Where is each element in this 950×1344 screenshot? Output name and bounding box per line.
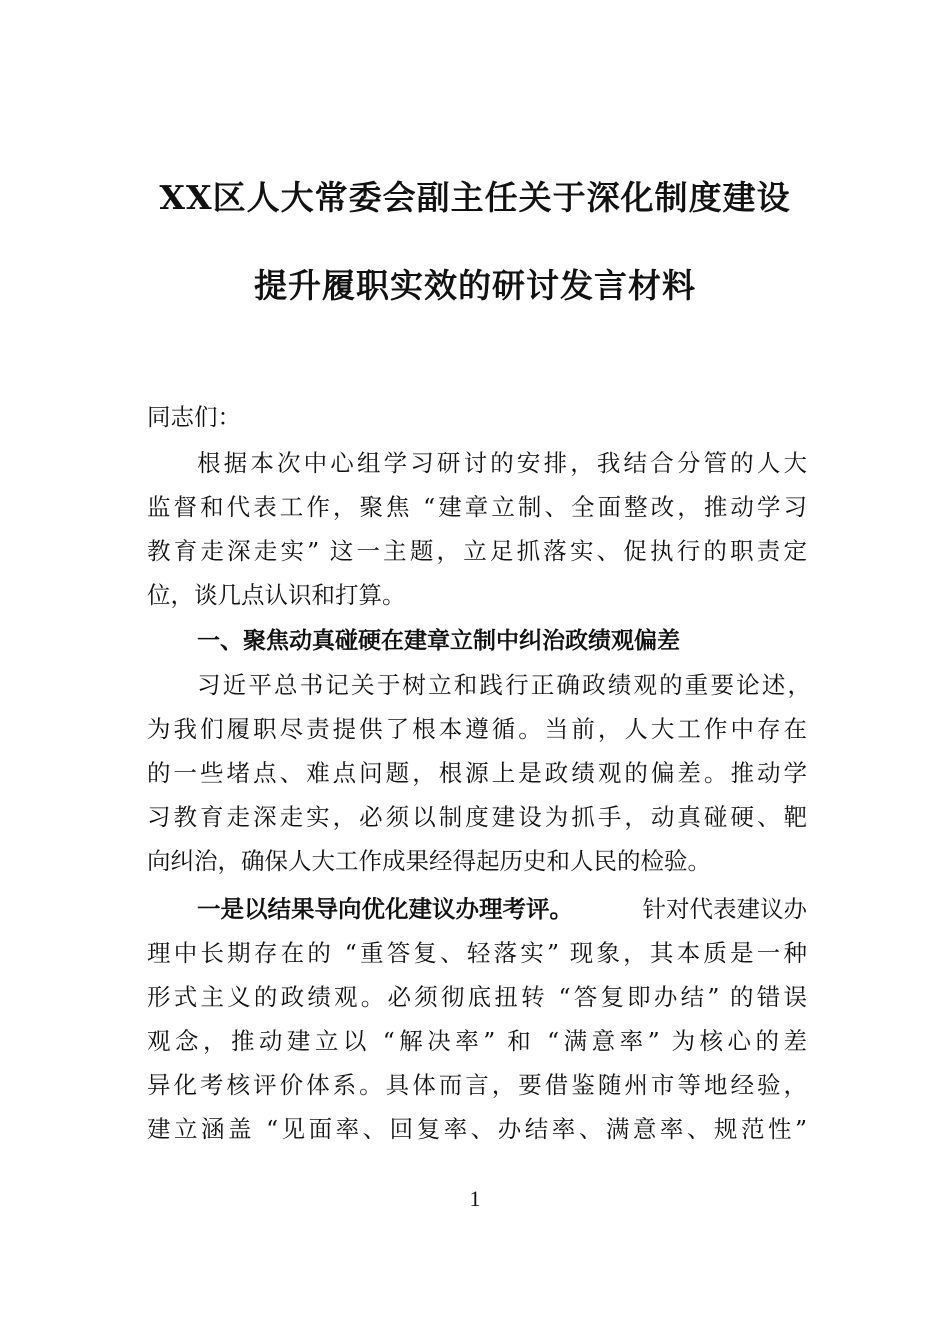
intro-line: 监督和代表工作，聚焦 “建章立制、全面整改，推动学习 [147, 493, 807, 521]
document-title-line-1: XX区人大常委会副主任关于深化制度建设 [159, 178, 791, 217]
point-one-lead: 一是以结果导向优化建议办理考评。 [197, 895, 573, 923]
intro-line: 位，谈几点认识和打算。 [147, 581, 406, 609]
point-paragraph-line: 理中长期存在的 “重答复、轻落实” 现象，其本质是一种 [147, 939, 807, 967]
intro-line: 根据本次中心组学习研讨的安排，我结合分管的人大 [197, 449, 807, 477]
intro-line: 教育走深走实” 这一主题，立足抓落实、促执行的职责定 [147, 537, 807, 565]
point-paragraph-line: 建立涵盖 “见面率、回复率、办结率、满意率、规范性” [147, 1115, 807, 1143]
document-title-line-2: 提升履职实效的研讨发言材料 [254, 266, 696, 305]
section-paragraph-line: 向纠治，确保人大工作成果经得起历史和人民的检验。 [147, 847, 711, 875]
point-paragraph-line: 异化考核评价体系。具体而言，要借鉴随州市等地经验， [147, 1071, 807, 1099]
section-heading: 一、聚焦动真碰硬在建章立制中纠治政绩观偏差 [197, 628, 680, 654]
salutation: 同志们： [147, 403, 241, 431]
section-paragraph-line: 习近平总书记关于树立和践行正确政绩观的重要论述， [197, 671, 811, 699]
point-one-first-line [197, 892, 807, 926]
point-paragraph-line: 观念，推动建立以 “解决率” 和 “满意率” 为核心的差 [147, 1027, 807, 1055]
section-paragraph-line: 为我们履职尽责提供了根本遵循。当前，人大工作中存在 [147, 715, 807, 743]
section-paragraph-line: 的一些堵点、难点问题，根源上是政绩观的偏差。推动学 [147, 759, 807, 787]
page-number: 1 [469, 1186, 481, 1211]
point-paragraph-line: 形式主义的政绩观。必须彻底扭转 “答复即办结” 的错误 [147, 983, 807, 1011]
section-paragraph-line: 习教育走深走实，必须以制度建设为抓手，动真碰硬、靶 [147, 803, 807, 831]
point-one-line-start: 针对代表建议办 [642, 895, 807, 923]
